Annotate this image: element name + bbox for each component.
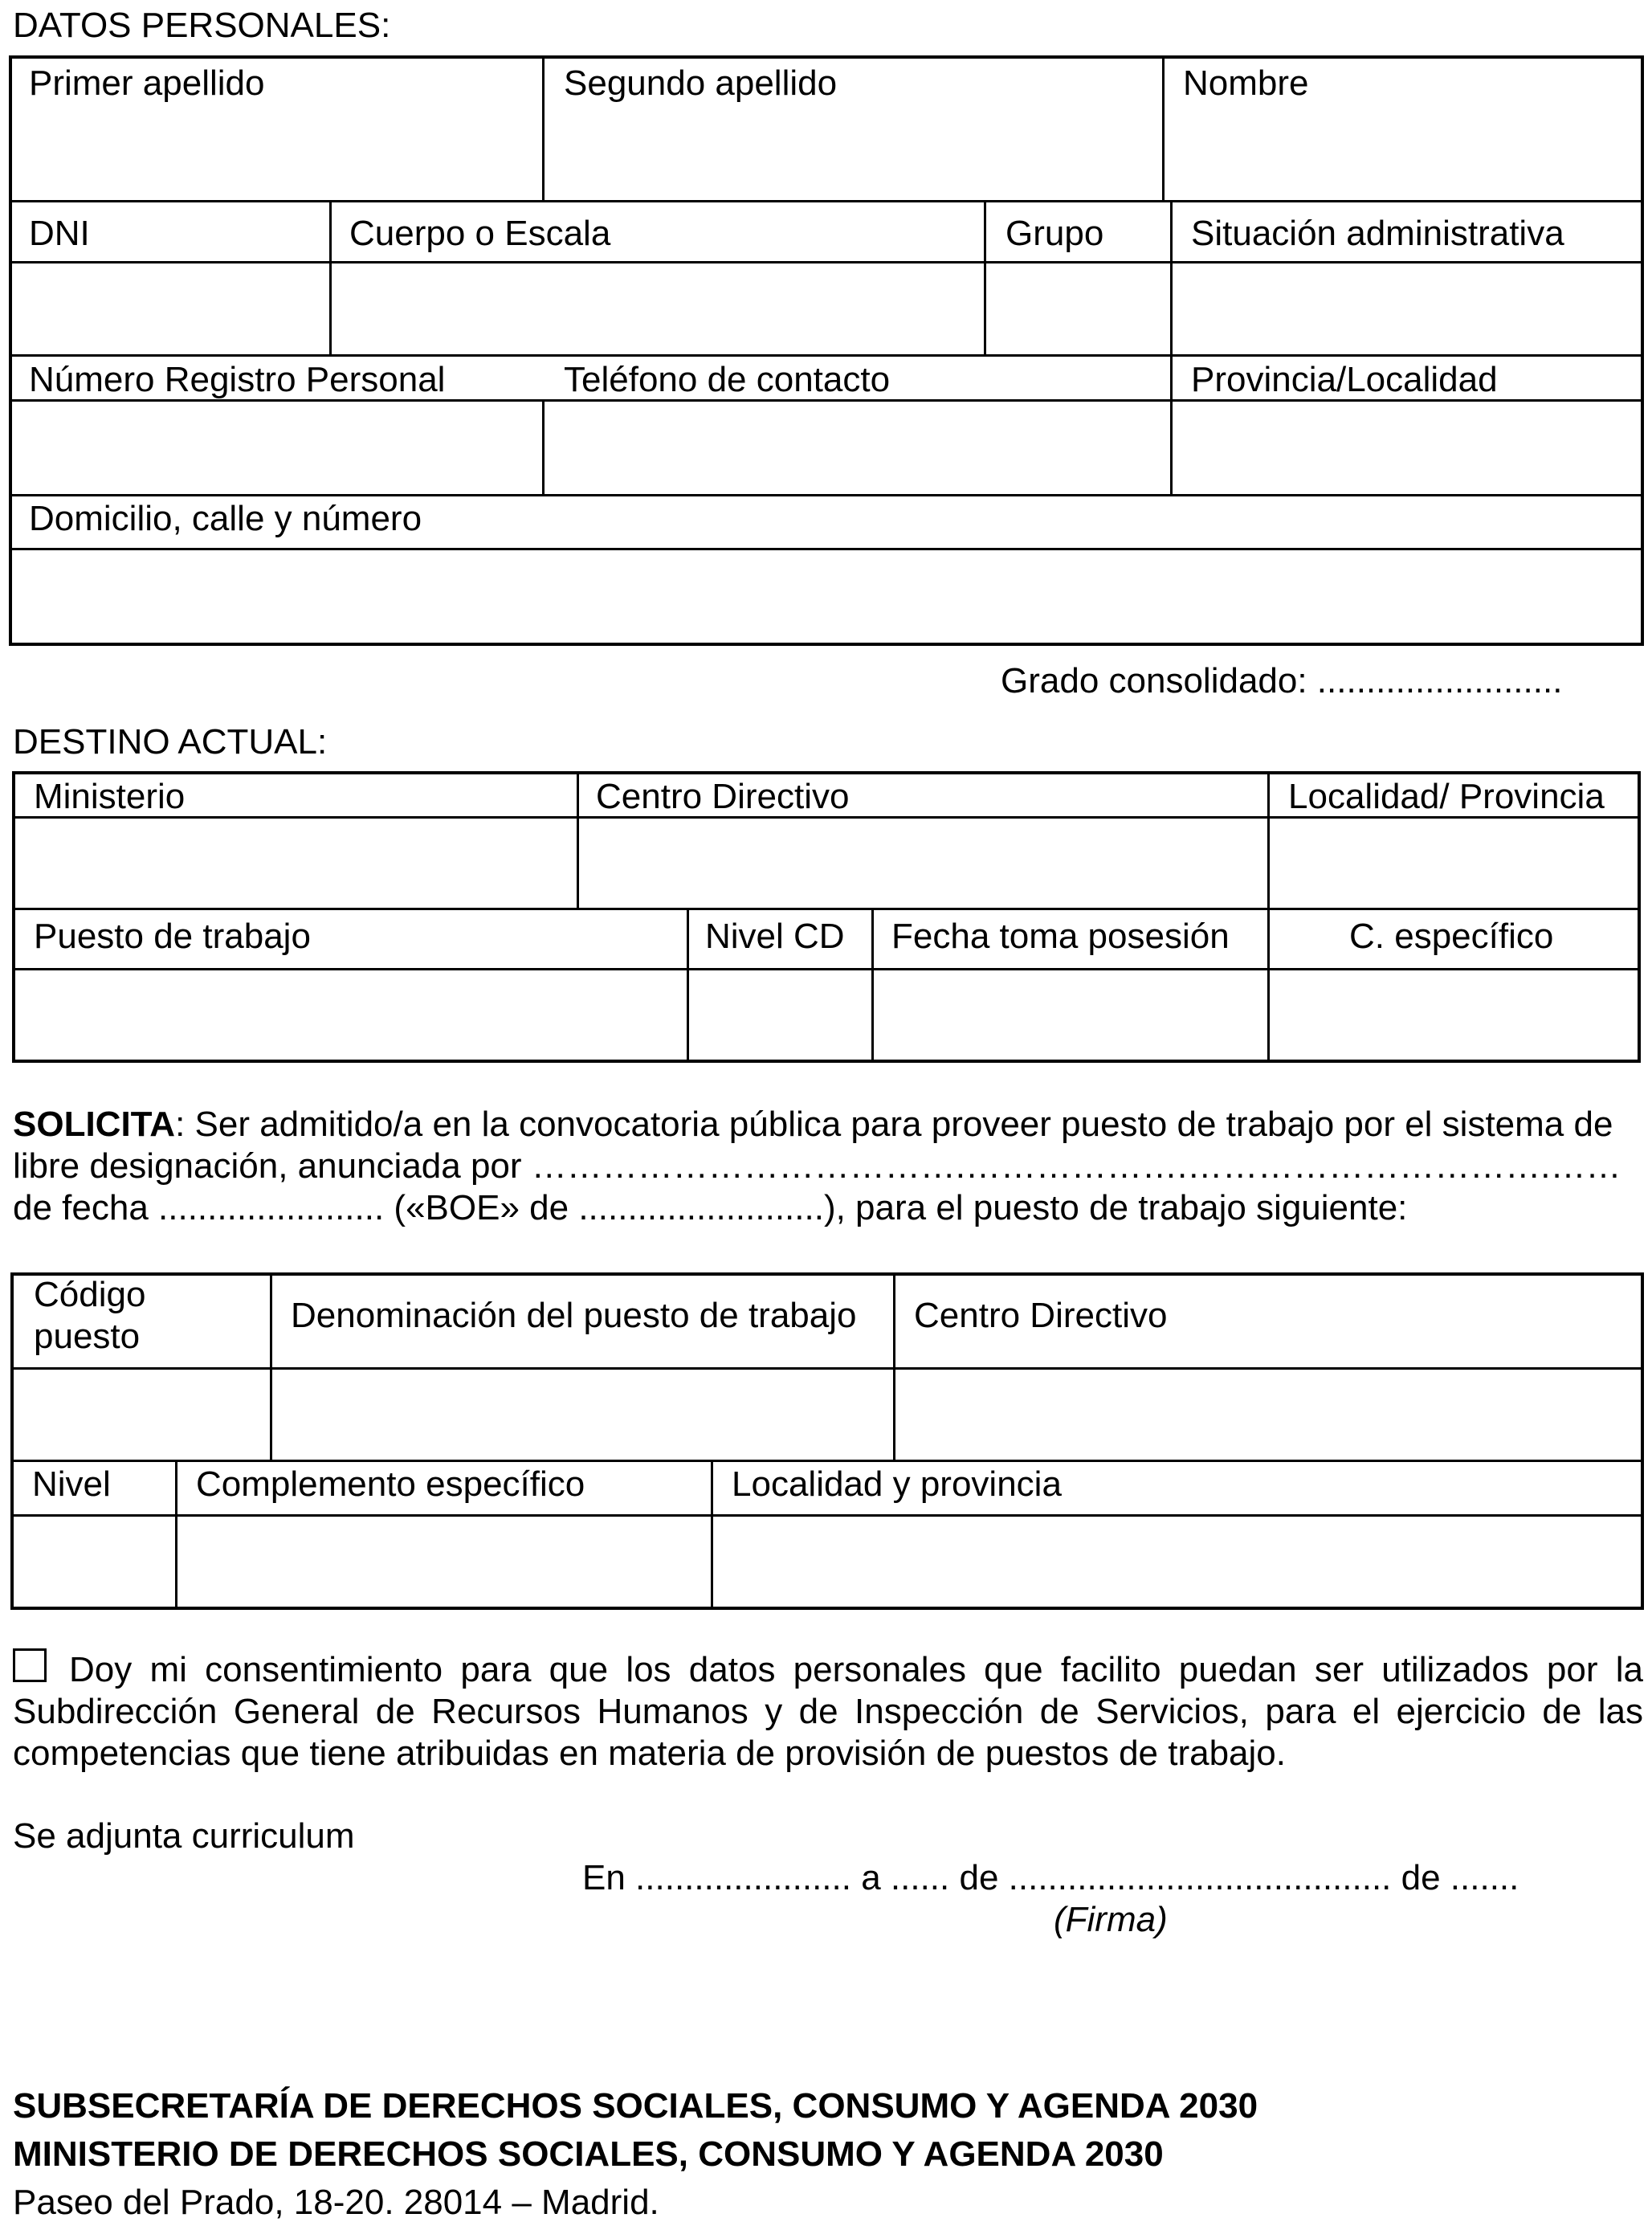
divider bbox=[577, 771, 579, 908]
second-surname-field[interactable] bbox=[545, 111, 1160, 198]
divider bbox=[542, 399, 545, 494]
phone-field[interactable] bbox=[545, 402, 1169, 492]
specific-complement-label: C. específico bbox=[1349, 917, 1554, 956]
specific-complement-field[interactable] bbox=[1271, 970, 1638, 1060]
request-line-3: de fecha ....................... («BOE» de .........................), para el puesto de trabajo siguiente: bbox=[13, 1188, 1408, 1227]
request-line-2: libre designación, anunciada por ……………………………….……………….………………………….…… bbox=[13, 1146, 1621, 1186]
admin-status-field[interactable] bbox=[1173, 263, 1641, 353]
consent-text: Doy mi consentimiento para que los datos personales que facilito puedan ser utilizados por la Subdirección General de Recursos Humanos y de Inspección de Servicios, para el ejercicio de las competencias que tiene atribuidas en materia de provisión de puestos de trabajo. bbox=[13, 1650, 1643, 1773]
solicita-keyword: SOLICITA bbox=[13, 1105, 176, 1144]
divider bbox=[1267, 908, 1270, 1063]
cd-level-field[interactable] bbox=[690, 970, 870, 1060]
divider bbox=[1170, 200, 1173, 354]
signature-label: (Firma) bbox=[1054, 1900, 1168, 1939]
locality-province-field[interactable] bbox=[1271, 819, 1638, 906]
directive-center-label: Centro Directivo bbox=[596, 777, 850, 816]
personal-section-title: DATOS PERSONALES: bbox=[13, 6, 391, 45]
request-line-1 bbox=[13, 1104, 1643, 1146]
footer-address: Paseo del Prado, 18-20. 28014 – Madrid. bbox=[13, 2183, 659, 2222]
level-label: Nivel bbox=[32, 1464, 111, 1504]
position-locality-province-label: Localidad y provincia bbox=[732, 1464, 1062, 1504]
name-label: Nombre bbox=[1183, 63, 1309, 103]
first-surname-label: Primer apellido bbox=[29, 63, 265, 103]
divider bbox=[9, 354, 1644, 357]
address-label: Domicilio, calle y número bbox=[29, 499, 422, 538]
second-surname-label: Segundo apellido bbox=[564, 63, 838, 103]
divider bbox=[542, 55, 545, 200]
phone-label: Teléfono de contacto bbox=[564, 360, 891, 399]
request-paragraph bbox=[13, 1104, 1643, 1229]
first-surname-field[interactable] bbox=[12, 111, 540, 198]
job-position-field[interactable] bbox=[15, 970, 685, 1060]
position-directive-center-field[interactable] bbox=[896, 1370, 1641, 1458]
code-label bbox=[34, 1274, 145, 1358]
divider bbox=[270, 1272, 272, 1460]
dni-field[interactable] bbox=[12, 263, 328, 353]
body-scale-label: Cuerpo o Escala bbox=[349, 214, 611, 253]
ministry-label: Ministerio bbox=[34, 777, 186, 816]
divider bbox=[175, 1460, 177, 1610]
divider bbox=[893, 1272, 895, 1460]
divider bbox=[984, 200, 986, 354]
possession-date-label: Fecha toma posesión bbox=[891, 917, 1230, 956]
dni-label: DNI bbox=[29, 214, 90, 253]
divider bbox=[871, 908, 874, 1063]
cd-level-label: Nivel CD bbox=[705, 917, 845, 956]
locality-province-label: Localidad/ Provincia bbox=[1288, 777, 1605, 816]
position-specific-complement-field[interactable] bbox=[178, 1517, 709, 1607]
divider bbox=[12, 908, 1641, 910]
job-position-label: Puesto de trabajo bbox=[34, 917, 311, 956]
consolidated-grade: Grado consolidado: ......................... bbox=[1001, 661, 1563, 700]
divider bbox=[687, 908, 689, 1063]
divider bbox=[9, 494, 1644, 496]
province-locality-field[interactable] bbox=[1173, 402, 1641, 492]
group-field[interactable] bbox=[987, 263, 1169, 353]
place-date-line: En ...................... a ...... de ....................................... de ....... bbox=[582, 1858, 1519, 1897]
body-scale-field[interactable] bbox=[332, 263, 982, 353]
denomination-field[interactable] bbox=[273, 1370, 891, 1458]
divider bbox=[1170, 354, 1173, 494]
admin-status-label: Situación administrativa bbox=[1191, 214, 1564, 253]
level-field[interactable] bbox=[14, 1517, 173, 1607]
possession-date-field[interactable] bbox=[875, 970, 1266, 1060]
divider bbox=[1162, 55, 1165, 200]
position-specific-complement-label: Complemento específico bbox=[196, 1464, 585, 1504]
position-locality-province-field[interactable] bbox=[714, 1517, 1641, 1607]
address-field[interactable] bbox=[12, 550, 1641, 643]
divider bbox=[9, 200, 1644, 202]
ministry-field[interactable] bbox=[15, 819, 575, 906]
group-label: Grupo bbox=[1005, 214, 1104, 253]
destination-section-title: DESTINO ACTUAL: bbox=[13, 722, 328, 762]
registry-number-label: Número Registro Personal bbox=[29, 360, 446, 399]
code-field[interactable] bbox=[14, 1370, 268, 1458]
curriculum-note: Se adjunta curriculum bbox=[13, 1816, 355, 1856]
directive-center-field[interactable] bbox=[580, 819, 1266, 906]
footer-undersecretariat: SUBSECRETARÍA DE DERECHOS SOCIALES, CONSUMO Y AGENDA 2030 bbox=[13, 2086, 1258, 2126]
footer-ministry: MINISTERIO DE DERECHOS SOCIALES, CONSUMO Y AGENDA 2030 bbox=[13, 2134, 1164, 2174]
divider bbox=[1267, 771, 1270, 908]
name-field[interactable] bbox=[1165, 111, 1641, 198]
divider bbox=[10, 1460, 1644, 1462]
registry-number-field[interactable] bbox=[12, 402, 540, 492]
position-directive-center-label: Centro Directivo bbox=[914, 1296, 1168, 1335]
code-label-line1: Código bbox=[34, 1275, 146, 1314]
divider bbox=[329, 200, 332, 354]
code-label-line2: puesto bbox=[34, 1317, 141, 1356]
solicita-text: : Ser admitido/a en la convocatoria pública para proveer puesto de trabajo por el sistema de bbox=[175, 1105, 1613, 1144]
province-locality-label: Provincia/Localidad bbox=[1191, 360, 1498, 399]
divider bbox=[711, 1460, 713, 1610]
denomination-label: Denominación del puesto de trabajo bbox=[291, 1296, 857, 1335]
